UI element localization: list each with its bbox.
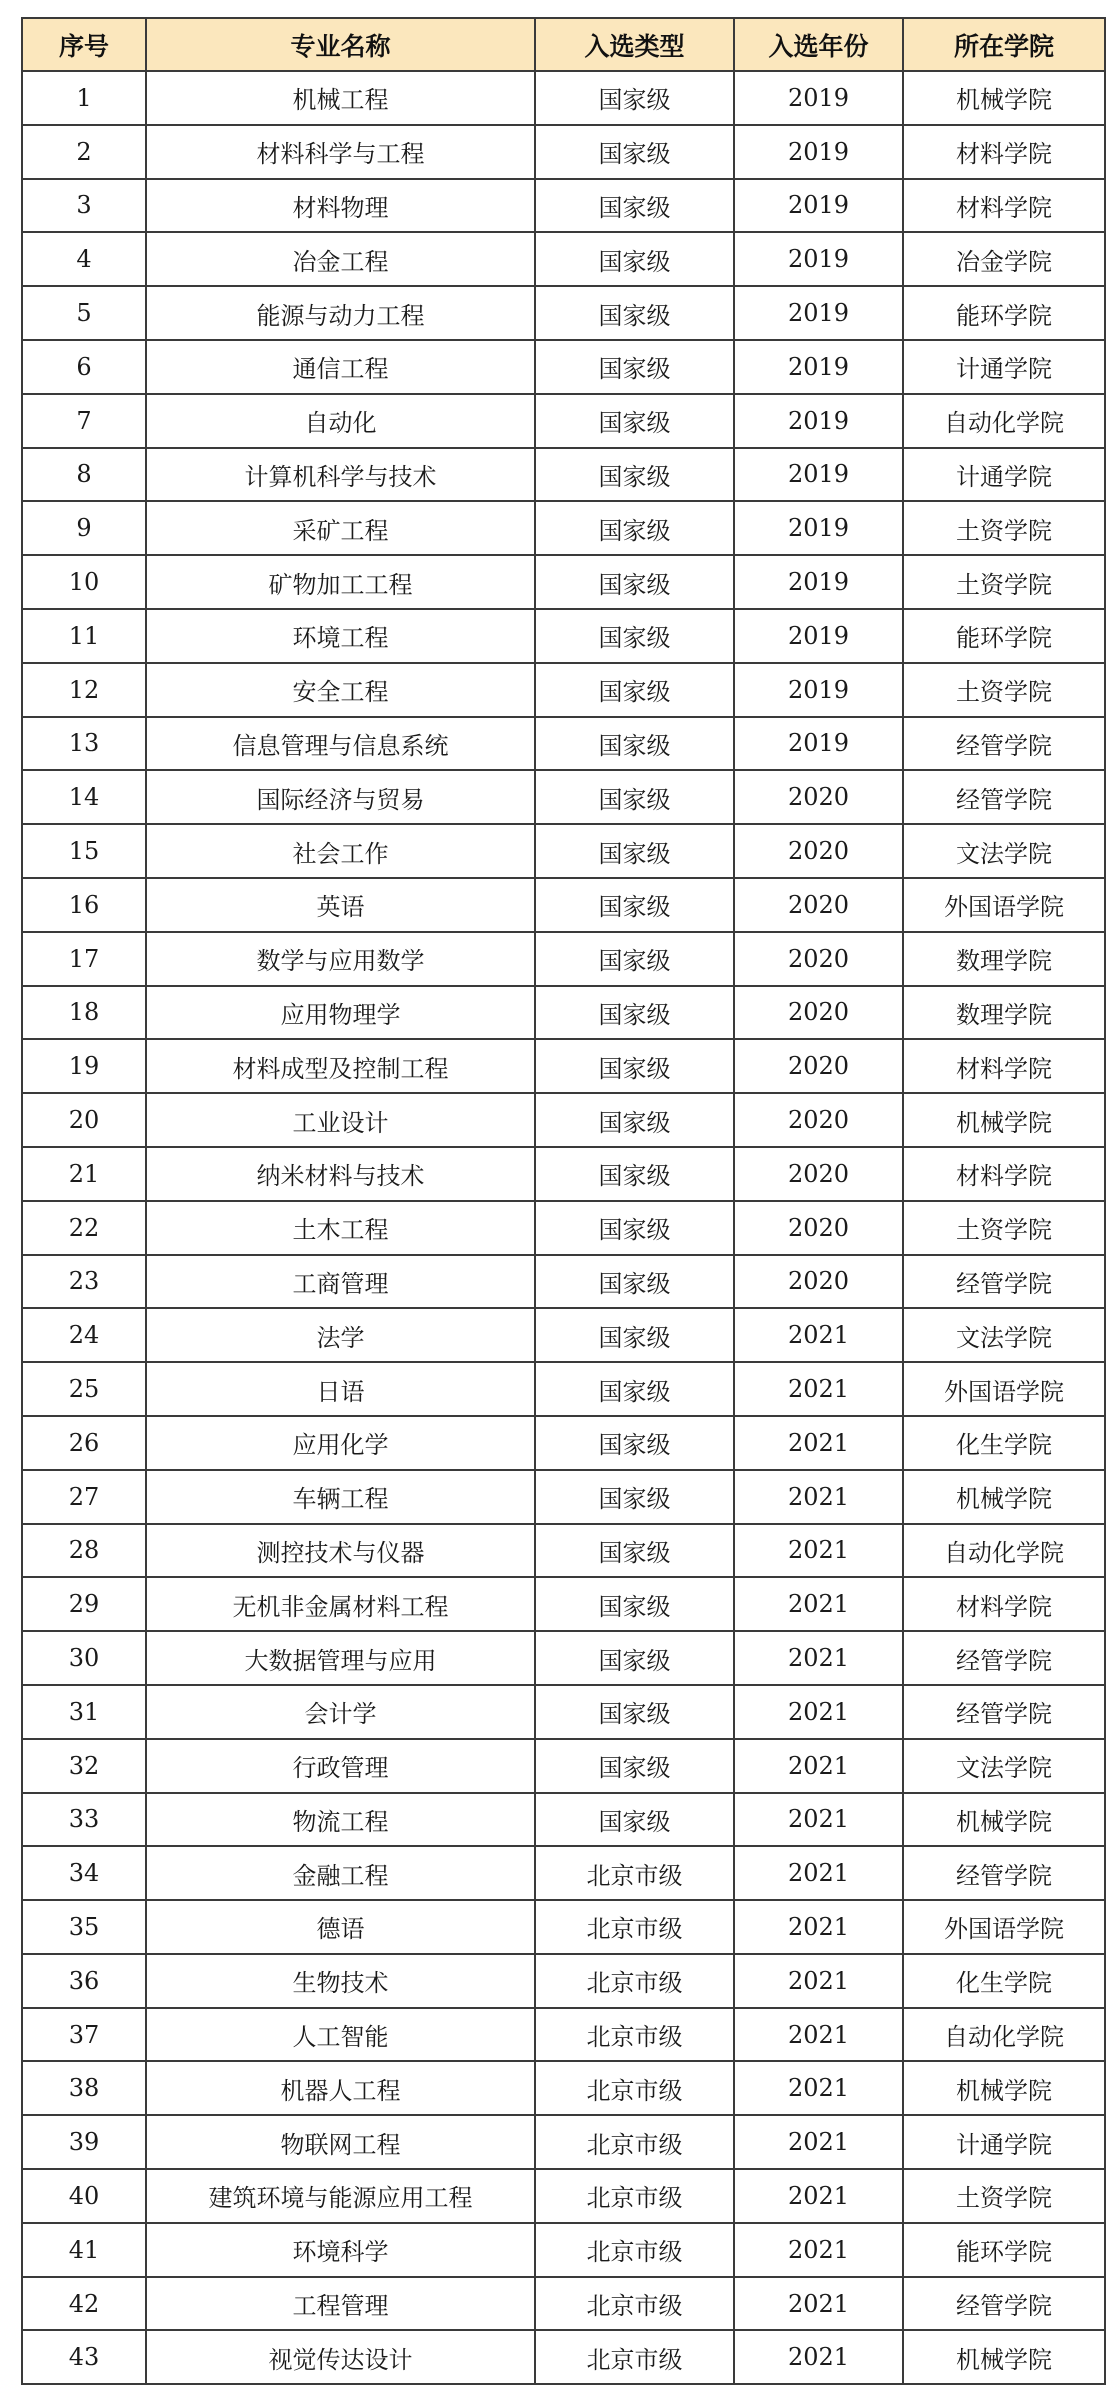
cell-school: 计通学院 (903, 2115, 1105, 2169)
cell-selection-year: 2021 (734, 2223, 903, 2277)
table-row (22, 1201, 1105, 1255)
cell-selection-type: 国家级 (535, 1793, 734, 1847)
cell-selection-year: 2019 (734, 663, 903, 717)
cell-school: 能环学院 (903, 286, 1105, 340)
table-row (22, 179, 1105, 233)
cell-selection-type: 国家级 (535, 555, 734, 609)
cell-selection-year: 2020 (734, 1201, 903, 1255)
cell-major-name: 通信工程 (146, 340, 535, 394)
cell-selection-type: 国家级 (535, 1577, 734, 1631)
cell-index: 34 (22, 1846, 146, 1900)
table-row (22, 932, 1105, 986)
cell-selection-year: 2020 (734, 878, 903, 932)
cell-selection-year: 2020 (734, 932, 903, 986)
cell-selection-year: 2020 (734, 1093, 903, 1147)
table-row (22, 1846, 1105, 1900)
table-row (22, 340, 1105, 394)
cell-selection-year: 2021 (734, 1900, 903, 1954)
cell-major-name: 应用物理学 (146, 986, 535, 1040)
cell-major-name: 自动化 (146, 394, 535, 448)
table-row (22, 71, 1105, 125)
cell-selection-year: 2020 (734, 1147, 903, 1201)
cell-selection-type: 国家级 (535, 1631, 734, 1685)
cell-index: 25 (22, 1362, 146, 1416)
cell-school: 文法学院 (903, 1739, 1105, 1793)
cell-major-name: 物联网工程 (146, 2115, 535, 2169)
cell-selection-type: 国家级 (535, 717, 734, 771)
cell-school: 自动化学院 (903, 2008, 1105, 2062)
cell-school: 材料学院 (903, 179, 1105, 233)
header-school: 所在学院 (903, 18, 1105, 71)
cell-major-name: 测控技术与仪器 (146, 1524, 535, 1578)
cell-index: 1 (22, 71, 146, 125)
table-row (22, 2008, 1105, 2062)
cell-index: 30 (22, 1631, 146, 1685)
cell-school: 经管学院 (903, 770, 1105, 824)
cell-index: 22 (22, 1201, 146, 1255)
header-index: 序号 (22, 18, 146, 71)
table-row (22, 1093, 1105, 1147)
cell-school: 化生学院 (903, 1416, 1105, 1470)
cell-major-name: 金融工程 (146, 1846, 535, 1900)
cell-index: 5 (22, 286, 146, 340)
table-row (22, 986, 1105, 1040)
cell-major-name: 应用化学 (146, 1416, 535, 1470)
table-row (22, 555, 1105, 609)
table-row (22, 1416, 1105, 1470)
table-row (22, 1954, 1105, 2008)
table-row (22, 1255, 1105, 1309)
cell-selection-type: 国家级 (535, 1308, 734, 1362)
cell-selection-year: 2020 (734, 1255, 903, 1309)
cell-index: 18 (22, 986, 146, 1040)
cell-school: 机械学院 (903, 1470, 1105, 1524)
cell-major-name: 材料物理 (146, 179, 535, 233)
cell-index: 11 (22, 609, 146, 663)
table-row (22, 125, 1105, 179)
cell-major-name: 计算机科学与技术 (146, 448, 535, 502)
cell-school: 经管学院 (903, 2277, 1105, 2331)
cell-selection-type: 国家级 (535, 1147, 734, 1201)
cell-major-name: 社会工作 (146, 824, 535, 878)
cell-selection-type: 国家级 (535, 448, 734, 502)
cell-major-name: 采矿工程 (146, 501, 535, 555)
cell-selection-year: 2021 (734, 2169, 903, 2223)
cell-selection-year: 2019 (734, 501, 903, 555)
header-major-name: 专业名称 (146, 18, 535, 71)
cell-index: 43 (22, 2330, 146, 2384)
cell-school: 经管学院 (903, 1255, 1105, 1309)
table-header (22, 18, 1105, 71)
cell-major-name: 矿物加工工程 (146, 555, 535, 609)
cell-index: 42 (22, 2277, 146, 2331)
cell-selection-year: 2019 (734, 71, 903, 125)
table-row (22, 286, 1105, 340)
cell-selection-year: 2020 (734, 986, 903, 1040)
header-row (22, 18, 1105, 71)
cell-school: 经管学院 (903, 1631, 1105, 1685)
cell-major-name: 能源与动力工程 (146, 286, 535, 340)
cell-selection-year: 2021 (734, 1739, 903, 1793)
cell-selection-type: 国家级 (535, 501, 734, 555)
cell-index: 9 (22, 501, 146, 555)
cell-school: 材料学院 (903, 1039, 1105, 1093)
cell-selection-year: 2021 (734, 2277, 903, 2331)
cell-selection-type: 国家级 (535, 125, 734, 179)
table-row (22, 2169, 1105, 2223)
table-row (22, 1793, 1105, 1847)
table-row (22, 2115, 1105, 2169)
cell-school: 经管学院 (903, 717, 1105, 771)
cell-school: 经管学院 (903, 1685, 1105, 1739)
cell-index: 17 (22, 932, 146, 986)
cell-selection-year: 2021 (734, 1685, 903, 1739)
cell-school: 数理学院 (903, 932, 1105, 986)
cell-major-name: 建筑环境与能源应用工程 (146, 2169, 535, 2223)
cell-school: 机械学院 (903, 2061, 1105, 2115)
cell-major-name: 数学与应用数学 (146, 932, 535, 986)
table-row (22, 1147, 1105, 1201)
table-row (22, 1900, 1105, 1954)
cell-selection-type: 北京市级 (535, 1900, 734, 1954)
cell-selection-type: 国家级 (535, 932, 734, 986)
cell-major-name: 信息管理与信息系统 (146, 717, 535, 771)
cell-school: 文法学院 (903, 1308, 1105, 1362)
cell-major-name: 法学 (146, 1308, 535, 1362)
cell-selection-type: 国家级 (535, 179, 734, 233)
cell-selection-type: 国家级 (535, 1524, 734, 1578)
header-selection-year: 入选年份 (734, 18, 903, 71)
cell-major-name: 材料科学与工程 (146, 125, 535, 179)
cell-index: 38 (22, 2061, 146, 2115)
cell-index: 14 (22, 770, 146, 824)
cell-index: 21 (22, 1147, 146, 1201)
cell-selection-type: 国家级 (535, 1201, 734, 1255)
cell-school: 自动化学院 (903, 394, 1105, 448)
cell-school: 文法学院 (903, 824, 1105, 878)
cell-selection-type: 国家级 (535, 986, 734, 1040)
cell-major-name: 英语 (146, 878, 535, 932)
cell-index: 10 (22, 555, 146, 609)
cell-school: 数理学院 (903, 986, 1105, 1040)
table-row (22, 824, 1105, 878)
cell-major-name: 行政管理 (146, 1739, 535, 1793)
cell-major-name: 纳米材料与技术 (146, 1147, 535, 1201)
cell-school: 机械学院 (903, 1093, 1105, 1147)
cell-selection-year: 2021 (734, 1577, 903, 1631)
cell-selection-type: 北京市级 (535, 2330, 734, 2384)
cell-school: 冶金学院 (903, 232, 1105, 286)
cell-major-name: 视觉传达设计 (146, 2330, 535, 2384)
table-row (22, 394, 1105, 448)
cell-index: 32 (22, 1739, 146, 1793)
cell-selection-type: 国家级 (535, 609, 734, 663)
cell-selection-year: 2019 (734, 717, 903, 771)
cell-selection-year: 2019 (734, 125, 903, 179)
cell-index: 20 (22, 1093, 146, 1147)
cell-selection-type: 北京市级 (535, 1846, 734, 1900)
cell-selection-type: 北京市级 (535, 2169, 734, 2223)
cell-major-name: 环境工程 (146, 609, 535, 663)
cell-index: 31 (22, 1685, 146, 1739)
table-row (22, 1362, 1105, 1416)
cell-index: 26 (22, 1416, 146, 1470)
cell-major-name: 大数据管理与应用 (146, 1631, 535, 1685)
cell-school: 计通学院 (903, 340, 1105, 394)
cell-selection-type: 国家级 (535, 1685, 734, 1739)
cell-school: 经管学院 (903, 1846, 1105, 1900)
cell-school: 土资学院 (903, 663, 1105, 717)
cell-index: 3 (22, 179, 146, 233)
table-row (22, 1308, 1105, 1362)
cell-selection-year: 2021 (734, 1846, 903, 1900)
cell-school: 土资学院 (903, 1201, 1105, 1255)
cell-major-name: 工程管理 (146, 2277, 535, 2331)
table-row (22, 717, 1105, 771)
cell-selection-year: 2019 (734, 179, 903, 233)
table-row (22, 232, 1105, 286)
cell-selection-type: 国家级 (535, 71, 734, 125)
cell-selection-year: 2021 (734, 1954, 903, 2008)
cell-school: 能环学院 (903, 2223, 1105, 2277)
cell-index: 28 (22, 1524, 146, 1578)
table-row (22, 1739, 1105, 1793)
cell-school: 能环学院 (903, 609, 1105, 663)
table-row (22, 609, 1105, 663)
cell-school: 自动化学院 (903, 1524, 1105, 1578)
cell-school: 材料学院 (903, 125, 1105, 179)
cell-selection-type: 北京市级 (535, 2008, 734, 2062)
cell-major-name: 日语 (146, 1362, 535, 1416)
cell-index: 19 (22, 1039, 146, 1093)
cell-selection-year: 2021 (734, 2008, 903, 2062)
cell-selection-type: 北京市级 (535, 2223, 734, 2277)
cell-major-name: 工业设计 (146, 1093, 535, 1147)
cell-selection-year: 2019 (734, 394, 903, 448)
cell-school: 材料学院 (903, 1147, 1105, 1201)
majors-table (21, 17, 1106, 2385)
cell-selection-type: 国家级 (535, 824, 734, 878)
cell-index: 4 (22, 232, 146, 286)
cell-selection-year: 2019 (734, 448, 903, 502)
cell-index: 37 (22, 2008, 146, 2062)
cell-selection-type: 国家级 (535, 1362, 734, 1416)
cell-major-name: 人工智能 (146, 2008, 535, 2062)
cell-selection-type: 国家级 (535, 1039, 734, 1093)
table-row (22, 1524, 1105, 1578)
table-row (22, 2330, 1105, 2384)
cell-selection-year: 2021 (734, 1362, 903, 1416)
cell-selection-year: 2021 (734, 2330, 903, 2384)
cell-major-name: 物流工程 (146, 1793, 535, 1847)
cell-school: 机械学院 (903, 1793, 1105, 1847)
cell-index: 13 (22, 717, 146, 771)
cell-school: 土资学院 (903, 501, 1105, 555)
cell-index: 39 (22, 2115, 146, 2169)
table-row (22, 1470, 1105, 1524)
cell-selection-type: 国家级 (535, 232, 734, 286)
table-row (22, 448, 1105, 502)
cell-index: 23 (22, 1255, 146, 1309)
cell-school: 化生学院 (903, 1954, 1105, 2008)
cell-selection-type: 国家级 (535, 1416, 734, 1470)
cell-school: 外国语学院 (903, 1362, 1105, 1416)
cell-selection-type: 北京市级 (535, 1954, 734, 2008)
cell-major-name: 材料成型及控制工程 (146, 1039, 535, 1093)
cell-school: 外国语学院 (903, 878, 1105, 932)
cell-major-name: 环境科学 (146, 2223, 535, 2277)
cell-major-name: 会计学 (146, 1685, 535, 1739)
cell-selection-year: 2021 (734, 1416, 903, 1470)
cell-major-name: 机械工程 (146, 71, 535, 125)
cell-selection-year: 2021 (734, 1308, 903, 1362)
cell-index: 16 (22, 878, 146, 932)
cell-school: 外国语学院 (903, 1900, 1105, 1954)
cell-selection-year: 2019 (734, 555, 903, 609)
cell-index: 6 (22, 340, 146, 394)
cell-school: 土资学院 (903, 2169, 1105, 2223)
cell-school: 机械学院 (903, 71, 1105, 125)
cell-selection-year: 2019 (734, 232, 903, 286)
cell-index: 36 (22, 1954, 146, 2008)
cell-major-name: 工商管理 (146, 1255, 535, 1309)
table-row (22, 1631, 1105, 1685)
cell-selection-type: 北京市级 (535, 2061, 734, 2115)
cell-index: 24 (22, 1308, 146, 1362)
cell-index: 40 (22, 2169, 146, 2223)
cell-school: 土资学院 (903, 555, 1105, 609)
cell-selection-type: 国家级 (535, 1739, 734, 1793)
cell-selection-type: 北京市级 (535, 2277, 734, 2331)
table-row (22, 1039, 1105, 1093)
table-body (22, 71, 1105, 2384)
table-row (22, 663, 1105, 717)
table-row (22, 1685, 1105, 1739)
cell-selection-type: 国家级 (535, 1093, 734, 1147)
cell-selection-type: 国家级 (535, 1255, 734, 1309)
table-row (22, 1577, 1105, 1631)
cell-selection-type: 国家级 (535, 1470, 734, 1524)
cell-selection-type: 国家级 (535, 878, 734, 932)
cell-selection-year: 2021 (734, 1631, 903, 1685)
cell-major-name: 无机非金属材料工程 (146, 1577, 535, 1631)
cell-selection-year: 2021 (734, 1470, 903, 1524)
cell-index: 7 (22, 394, 146, 448)
cell-selection-type: 国家级 (535, 286, 734, 340)
cell-major-name: 车辆工程 (146, 1470, 535, 1524)
cell-index: 41 (22, 2223, 146, 2277)
cell-major-name: 机器人工程 (146, 2061, 535, 2115)
table-row (22, 770, 1105, 824)
cell-major-name: 国际经济与贸易 (146, 770, 535, 824)
cell-school: 机械学院 (903, 2330, 1105, 2384)
cell-selection-year: 2021 (734, 1793, 903, 1847)
table-row (22, 2277, 1105, 2331)
cell-selection-type: 国家级 (535, 770, 734, 824)
cell-index: 15 (22, 824, 146, 878)
table-row (22, 501, 1105, 555)
cell-major-name: 冶金工程 (146, 232, 535, 286)
cell-selection-year: 2021 (734, 2061, 903, 2115)
cell-index: 33 (22, 1793, 146, 1847)
table-row (22, 878, 1105, 932)
cell-index: 8 (22, 448, 146, 502)
cell-selection-type: 北京市级 (535, 2115, 734, 2169)
cell-selection-type: 国家级 (535, 394, 734, 448)
cell-index: 29 (22, 1577, 146, 1631)
cell-major-name: 土木工程 (146, 1201, 535, 1255)
table-row (22, 2061, 1105, 2115)
cell-selection-type: 国家级 (535, 340, 734, 394)
cell-major-name: 安全工程 (146, 663, 535, 717)
cell-selection-year: 2019 (734, 609, 903, 663)
cell-index: 35 (22, 1900, 146, 1954)
cell-index: 2 (22, 125, 146, 179)
cell-major-name: 生物技术 (146, 1954, 535, 2008)
cell-selection-year: 2019 (734, 286, 903, 340)
cell-selection-year: 2021 (734, 2115, 903, 2169)
cell-index: 12 (22, 663, 146, 717)
cell-school: 计通学院 (903, 448, 1105, 502)
cell-selection-year: 2020 (734, 770, 903, 824)
cell-school: 材料学院 (903, 1577, 1105, 1631)
cell-selection-type: 国家级 (535, 663, 734, 717)
cell-selection-year: 2020 (734, 1039, 903, 1093)
table-row (22, 2223, 1105, 2277)
header-selection-type: 入选类型 (535, 18, 734, 71)
cell-selection-year: 2021 (734, 1524, 903, 1578)
cell-selection-year: 2020 (734, 824, 903, 878)
cell-major-name: 德语 (146, 1900, 535, 1954)
cell-index: 27 (22, 1470, 146, 1524)
cell-selection-year: 2019 (734, 340, 903, 394)
